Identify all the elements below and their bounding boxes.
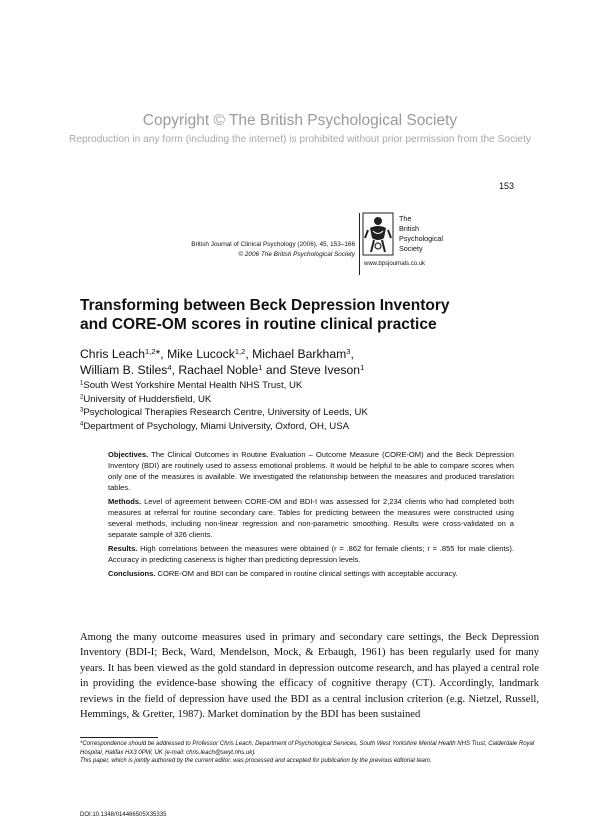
abstract-text: Level of agreement between CORE-OM and BDI-I was assessed for 2,234 clients who had completed both measures at referral for routine secondary care. Tables for predicting between the measures were constructed using several methods, including non-linear regression and non-parametric smoothing. Results were cross-validated on a separate sample of 326 clients. bbox=[108, 497, 514, 539]
affiliation-text: University of Huddersfield, UK bbox=[83, 393, 212, 405]
abstract-objectives bbox=[108, 449, 514, 493]
abstract-heading: Methods. bbox=[108, 497, 142, 506]
doi: DOI:10.1348/014466505X35335 bbox=[80, 812, 167, 818]
copyright-watermark: Copyright © The British Psychological Society bbox=[142, 112, 458, 129]
abstract-results bbox=[108, 543, 514, 565]
abstract-text: The Clinical Outcomes in Routine Evaluation – Outcome Measure (CORE-OM) and the Beck Depression Inventory (BDI) are routinely used to assess emotional problems. It would be helpful to be able to compare scores when only one of the measures is available. We investigated the relationship between the measures and produced translation tables. bbox=[108, 450, 514, 492]
author-name: Steve Iveson bbox=[289, 363, 361, 377]
affiliation-number: 4 bbox=[80, 421, 84, 428]
abstract-text: CORE-OM and BDI can be compared in routine clinical settings with acceptable accuracy. bbox=[157, 569, 458, 578]
society-line: The bbox=[399, 214, 412, 223]
affiliation-number: 2 bbox=[80, 394, 84, 401]
society-line: British bbox=[399, 224, 419, 233]
affiliation-list bbox=[80, 379, 540, 433]
society-name bbox=[399, 214, 443, 254]
affiliation-text: South West Yorkshire Mental Health NHS Trust, UK bbox=[83, 380, 303, 391]
editorial-note: This paper, which is jointly authored by the current editor, was processed and accepted for publication by the previous editorial team. bbox=[80, 758, 432, 765]
body-paragraph: Among the many outcome measures used in primary and secondary care settings, the Beck Depression Inventory (BDI-I; Beck, Ward, Mendelson, Mock, & Erbaugh, 1961) has been regularly used for many years. It has been viewed as the gold standard in depression outcome research, and has played a central role in providing the evidence-base showing the efficacy of cognitive therapy (CT). Accordingly, landmark reviews in the field of depression have used the BDI as a central inclusion criterion (e.g. Nietzel, Russell, Hemmings, & Gretter, 1987). Market domination by the BDI has been sustained bbox=[80, 632, 539, 721]
abstract-methods bbox=[108, 496, 514, 540]
author-affiliation-number: 1 bbox=[258, 362, 263, 372]
society-line: Psychological bbox=[399, 234, 443, 243]
journal-citation: British Journal of Clinical Psychology (2006), 45, 153–166 bbox=[191, 241, 355, 248]
abstract bbox=[108, 449, 514, 582]
affiliation bbox=[80, 393, 540, 407]
author-affiliation-number: 4 bbox=[167, 362, 172, 372]
society-line: Society bbox=[399, 244, 423, 253]
website-url: www.bpsjournals.co.uk bbox=[364, 261, 426, 267]
abstract-heading: Results. bbox=[108, 544, 138, 553]
author-name: Michael Barkham bbox=[252, 347, 347, 361]
abstract-heading: Conclusions. bbox=[108, 569, 156, 578]
header-divider bbox=[359, 213, 360, 275]
author-affiliation-number: 3 bbox=[346, 346, 351, 356]
author-affiliation-number: 1,2 bbox=[234, 346, 246, 356]
affiliation-number: 1 bbox=[80, 380, 84, 387]
affiliation-text: Psychological Therapies Research Centre, University of Leeds, UK bbox=[83, 407, 368, 419]
author-name: Chris Leach bbox=[80, 347, 146, 361]
abstract-heading: Objectives. bbox=[108, 450, 149, 459]
author-name: Mike Lucock bbox=[167, 347, 235, 361]
affiliation bbox=[80, 406, 540, 420]
article-title bbox=[80, 296, 540, 334]
affiliation-number: 3 bbox=[80, 407, 84, 414]
correspondence-note: *Correspondence should be addressed to Professor Chris Leach, Department of Psychological Services, South West Yorkshire Mental Health NHS Trust, Calderdale Royal Hospital, Halifax HX3 0PW, UK (e-mail: chris.leach@swyt.nhs.uk). bbox=[80, 741, 535, 756]
author-list: Chris Leach$^{1,2}$*, Mike Lucock$^{1,2}$, Michael Barkham$^3$, William B. Stiles$^4$, Rachael Noble$^1$ and Steve Iveson$^1$ bbox=[80, 346, 365, 377]
title-line: Transforming between Beck Depression Inventory bbox=[80, 297, 450, 314]
author-affiliation-number: 1 bbox=[360, 362, 365, 372]
society-logo-icon bbox=[362, 212, 394, 256]
corresponding-author-mark: * bbox=[155, 347, 161, 361]
reproduction-notice: Reproduction in any form (including the internet) is prohibited without prior permission from the Society bbox=[68, 134, 532, 145]
author-name: Rachael Noble bbox=[178, 363, 259, 377]
abstract-text: High correlations between the measures were obtained (r = .862 for female clients; r = .855 for male clients). Accuracy in predicting caseness is higher than predicting depression levels. bbox=[108, 544, 514, 564]
affiliation bbox=[80, 420, 540, 434]
journal-copyright: © 2006 The British Psychological Society bbox=[238, 251, 355, 258]
journal-citation-block bbox=[191, 240, 355, 260]
footnote-divider bbox=[80, 737, 158, 738]
title-line: and CORE-OM scores in routine clinical practice bbox=[80, 316, 437, 333]
author-affiliation-number: 1,2 bbox=[145, 346, 156, 356]
affiliation-text: Department of Psychology, Miami University, Oxford, OH, USA bbox=[83, 420, 349, 432]
affiliation bbox=[80, 379, 540, 393]
footnote bbox=[80, 740, 540, 766]
author-name: William B. Stiles bbox=[80, 363, 168, 377]
page-number: 153 bbox=[498, 181, 514, 191]
abstract-conclusions bbox=[108, 568, 514, 579]
